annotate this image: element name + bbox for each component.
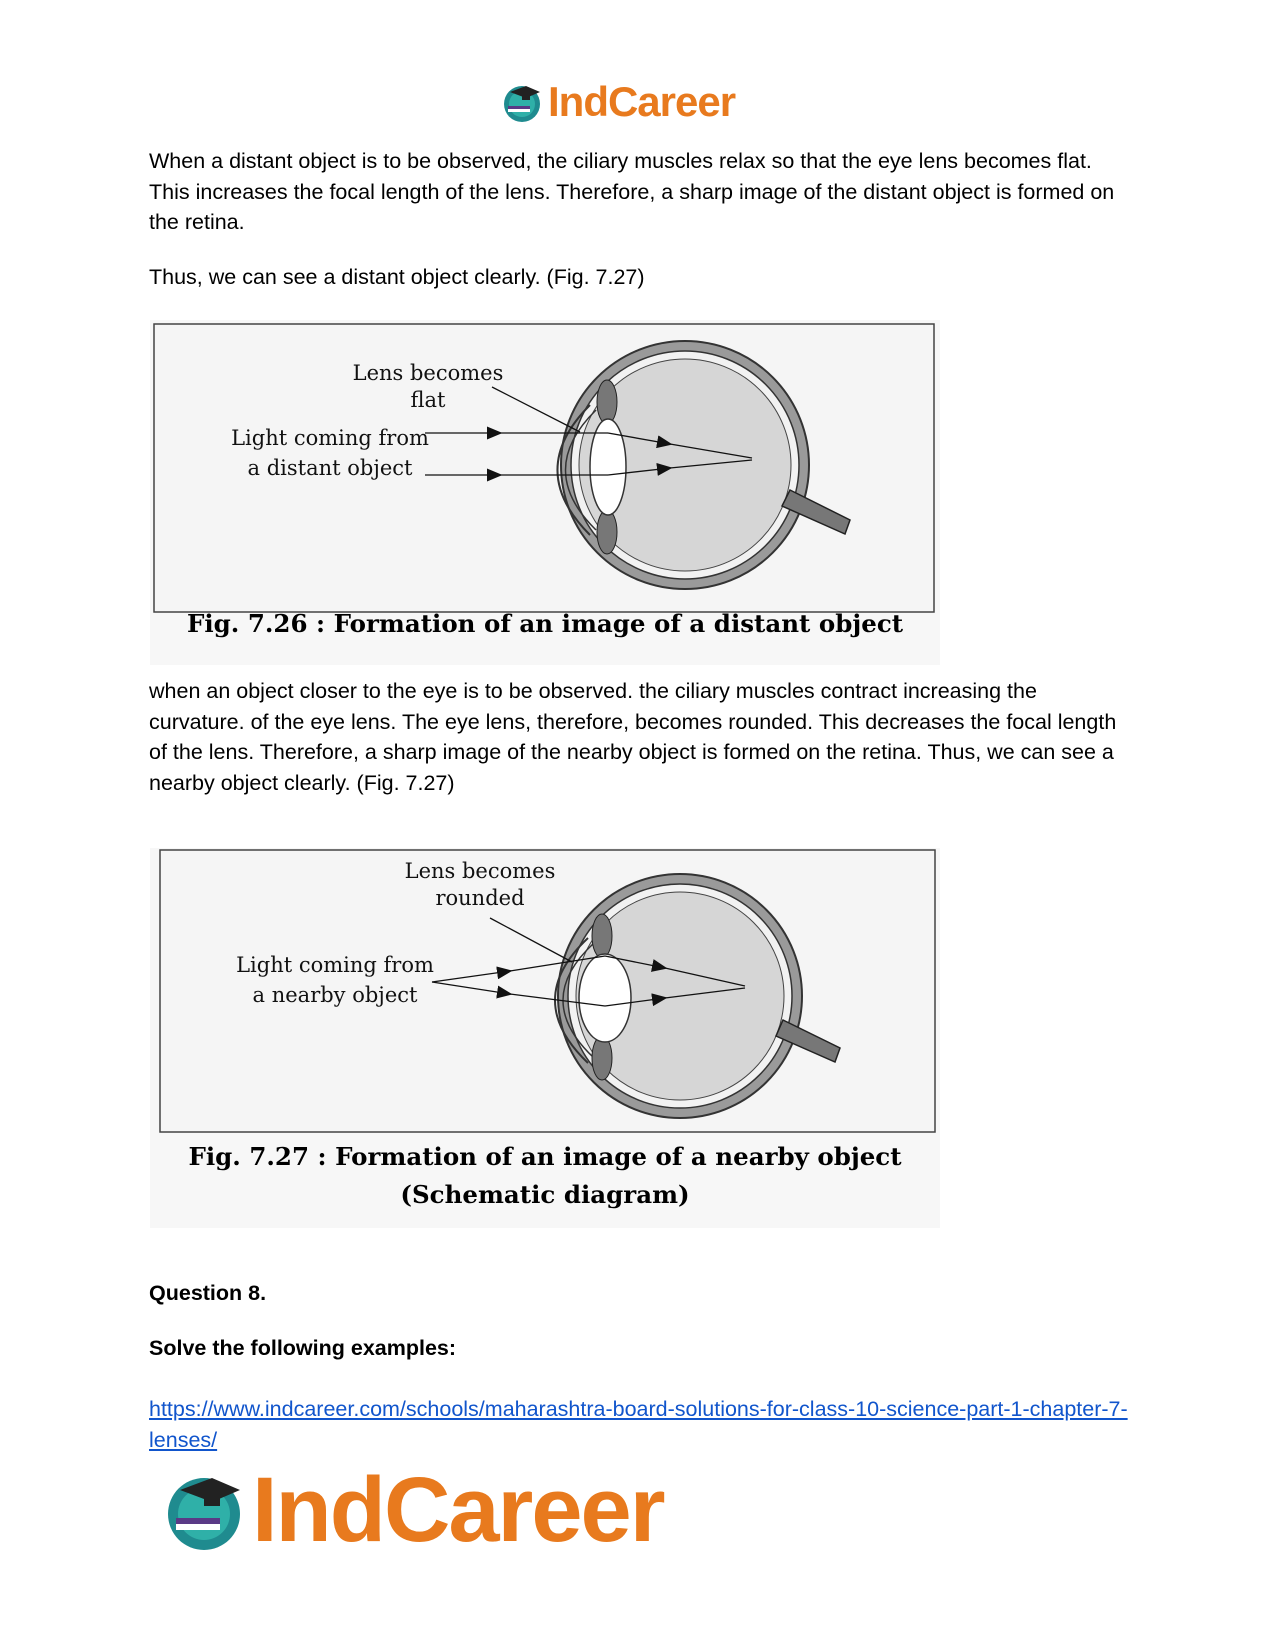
fig2-label-light-line1: Light coming from	[236, 953, 434, 977]
question-prompt: Solve the following examples:	[149, 1336, 457, 1360]
fig2-label-lens-line2: rounded	[435, 886, 525, 910]
fig1-label-lens-line1: Lens becomes	[352, 361, 504, 385]
figure-distant-object	[150, 320, 940, 665]
paragraph-distant-object: When a distant object is to be observed, the ciliary muscles relax so that the eye lens becomes flat. This increases the focal length of the lens. Therefore, a sharp image of the distant object is formed on the retina.	[149, 149, 1115, 234]
fig2-label-lens-line1: Lens becomes	[404, 859, 556, 883]
header-logo	[500, 76, 735, 128]
logo-text: IndCareer	[252, 1458, 664, 1561]
figure-nearby-object	[150, 848, 940, 1228]
figure-2-caption-line1: Fig. 7.27 : Formation of an image of a nearby object	[188, 1142, 902, 1171]
fig1-label-light-line1: Light coming from	[231, 426, 429, 450]
fig1-label-light-line2: a distant object	[247, 456, 413, 480]
logo-text: IndCareer	[548, 78, 736, 125]
fig2-label-light-line2: a nearby object	[252, 983, 418, 1007]
graduation-globe-icon	[500, 80, 544, 124]
fig1-label-lens-line2: flat	[410, 388, 446, 412]
figure-2-caption-line2: (Schematic diagram)	[400, 1180, 690, 1209]
paragraph-distant-conclusion: Thus, we can see a distant object clearly. (Fig. 7.27)	[149, 265, 645, 289]
figure-1-caption: Fig. 7.26 : Formation of an image of a distant object	[186, 609, 904, 638]
question-title: Question 8.	[149, 1281, 267, 1305]
paragraph-nearby-object: when an object closer to the eye is to be observed. the ciliary muscles contract increasing the curvature. of the eye lens. The eye lens, therefore, becomes rounded. This decreases the focal length of the lens. Therefore, a sharp image of the nearby object is formed on the retina. Thus, we can see a nearby object clearly. (Fig. 7.27)	[149, 679, 1117, 795]
source-link[interactable]: https://www.indcareer.com/schools/maharashtra-board-solutions-for-class-10-science-part-1-chapter-7-lenses/	[149, 1397, 1128, 1452]
footer-logo	[160, 1458, 664, 1561]
graduation-globe-icon	[160, 1466, 248, 1554]
